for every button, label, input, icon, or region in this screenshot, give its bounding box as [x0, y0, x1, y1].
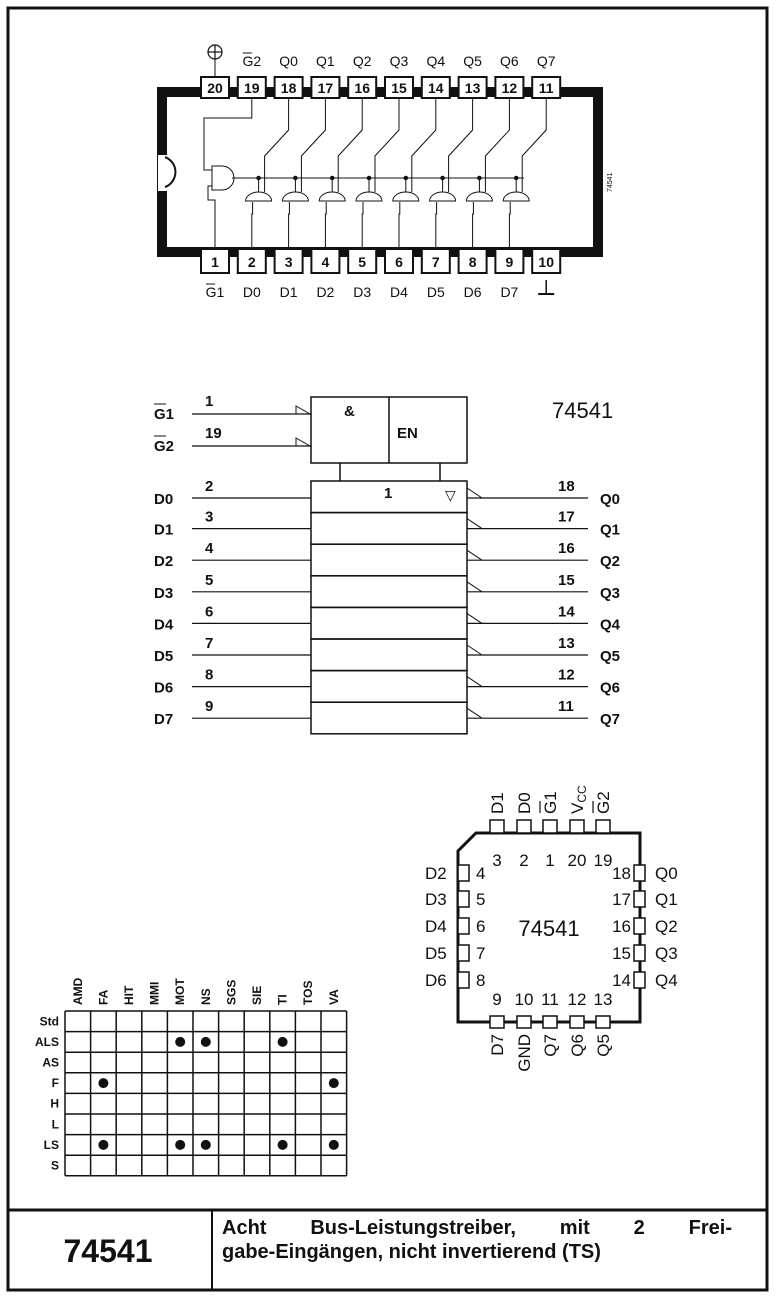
tristate-symbol: ▽: [445, 487, 456, 503]
plcc-pin-label: D1: [488, 792, 507, 814]
plcc-pin-box: [596, 820, 610, 833]
dip-buffer: [319, 192, 345, 201]
input-pin: 4: [205, 540, 214, 558]
manufacturer-label: VA: [326, 989, 341, 1005]
dip-pin-label: Q4: [426, 53, 446, 69]
input-name: D6: [154, 679, 174, 697]
input-pin: 7: [205, 635, 214, 652]
input-pin: 9: [205, 698, 214, 716]
enable-wire-1: [208, 186, 215, 249]
dip-buffer: [393, 192, 419, 201]
plcc-pin-box: [634, 918, 645, 934]
plcc-pin-label: Q0: [655, 864, 678, 883]
dip-side-code: 74541: [607, 172, 614, 192]
dip-pin-label: D6: [463, 284, 482, 300]
input-pin: 3: [205, 508, 214, 526]
output-name: Q0: [600, 491, 621, 508]
page-frame: [8, 8, 767, 1290]
dip-pin-number: 3: [284, 254, 293, 270]
enable-pin: 19: [205, 425, 222, 442]
plcc-pin-box: [458, 918, 469, 934]
and-label: &: [344, 403, 355, 420]
bus-node: [330, 176, 334, 180]
manufacturer-label: NS: [198, 988, 213, 1005]
plcc-pin-number: 10: [514, 990, 534, 1009]
dip-pin-label: G2: [242, 53, 262, 69]
manufacturer-label: TOS: [301, 980, 316, 1005]
dip-buffer: [246, 192, 272, 201]
plcc-pin-box: [634, 865, 645, 881]
manufacturer-label: SIE: [250, 985, 264, 1005]
negation-wedge: [296, 438, 310, 446]
plcc-pin-label: Q2: [655, 917, 678, 936]
en-label: EN: [397, 425, 418, 442]
dip-pin-number: 11: [538, 80, 554, 96]
plcc-pin-box: [570, 820, 584, 833]
plcc-pin-box: [543, 820, 557, 833]
family-label: LS: [43, 1137, 59, 1152]
manufacturer-label: AMD: [70, 977, 85, 1005]
dip-buffer: [356, 192, 382, 201]
output-wedge: [467, 708, 482, 718]
negation-wedge: [296, 406, 310, 414]
output-name: Q6: [600, 679, 621, 697]
dip-pin-number: 18: [280, 80, 297, 96]
dip-pin-label: D7: [500, 284, 519, 300]
manufacturer-label: MMI: [147, 981, 162, 1005]
enable-wire-2: [204, 98, 252, 170]
plcc-pin-number: 13: [593, 990, 613, 1009]
dip-pinout: [158, 45, 614, 300]
plcc-pin-label: Q5: [594, 1034, 613, 1057]
plcc-center-label: 74541: [518, 916, 580, 941]
input-name: D1: [154, 521, 174, 539]
input-wire: [289, 202, 290, 249]
bus-node: [514, 176, 518, 180]
dip-pin-label: D2: [316, 284, 335, 300]
input-name: D5: [154, 648, 174, 665]
plcc-pin-box: [458, 891, 469, 907]
availability-dot: [329, 1078, 339, 1088]
vcc-subscript: CC: [575, 785, 589, 803]
description-line-1: Acht Bus-Leistungstreiber, mit 2 Frei-: [222, 1217, 732, 1239]
manufacturer-label: FA: [96, 989, 111, 1005]
buffer-row-box: [311, 639, 467, 671]
plcc-pin-box: [458, 972, 469, 988]
plcc-pin-label: VCC: [568, 785, 589, 814]
dip-pin-label: D4: [390, 284, 408, 300]
plcc-pin-number: 6: [476, 917, 486, 936]
output-pin: 11: [558, 698, 574, 716]
dip-buffer: [466, 192, 492, 201]
dip-pin-number: 19: [244, 80, 260, 96]
family-label: ALS: [35, 1034, 59, 1049]
dip-pin-label: Q5: [463, 53, 482, 69]
input-pin: 5: [205, 571, 214, 589]
plcc-pin-box: [517, 820, 531, 833]
output-name: Q2: [600, 553, 621, 571]
manufacturer-label: MOT: [173, 978, 188, 1005]
plcc-pin-box: [596, 1016, 610, 1028]
bus-node: [367, 176, 371, 180]
input-wire: [399, 202, 400, 249]
dip-pin-number: 20: [207, 80, 223, 96]
dip-pin-number: 15: [391, 80, 407, 96]
plcc-pin-number: 15: [612, 944, 631, 963]
input-name: D0: [154, 491, 174, 508]
plcc-pin-box: [490, 820, 504, 833]
output-name: Q7: [600, 711, 621, 729]
input-name: D3: [154, 584, 174, 602]
part-description: [222, 1216, 732, 1264]
plcc-pin-label: G1: [541, 791, 560, 814]
dip-pin-number: 2: [247, 254, 256, 270]
plcc-pin-label: D5: [425, 944, 447, 963]
dip-pin-number: 17: [317, 80, 334, 96]
availability-dot: [278, 1140, 288, 1150]
plcc-pin-number: 4: [476, 864, 486, 883]
plcc-pin-label: GND: [515, 1034, 534, 1072]
plcc-pin-number: 8: [476, 971, 486, 990]
plcc-pin-number: 14: [612, 971, 631, 990]
availability-dot: [201, 1037, 211, 1047]
family-label: F: [51, 1076, 59, 1091]
output-wedge: [467, 613, 482, 623]
plcc-pin-number: 12: [567, 990, 587, 1009]
dip-pin-label: Q2: [352, 53, 372, 69]
plcc-pin-number: 18: [612, 864, 631, 883]
input-pin: 8: [205, 666, 214, 684]
manufacturer-label: SGS: [224, 979, 239, 1005]
dip-pin-number: 6: [395, 254, 403, 270]
availability-dot: [175, 1037, 185, 1047]
plcc-pin-number: 17: [612, 890, 631, 909]
input-wire: [509, 202, 510, 249]
dip-pin-number: 7: [431, 254, 440, 270]
output-wedge: [467, 488, 482, 498]
dip-pin-number: 12: [501, 80, 518, 96]
output-name: Q5: [600, 648, 621, 665]
dip-pin-number: 1: [211, 254, 219, 270]
plcc-pin-label: D6: [425, 971, 447, 990]
plcc-pin-label: D4: [425, 917, 447, 936]
input-pin: 6: [205, 603, 214, 621]
plcc-pin-number: 1: [545, 851, 555, 870]
dip-pin-label: D0: [242, 284, 261, 300]
buffer-label: 1: [384, 485, 393, 502]
plcc-pin-label: Q1: [655, 890, 678, 909]
availability-dot: [329, 1140, 339, 1150]
output-wedge: [467, 519, 482, 529]
input-wire: [362, 202, 363, 249]
plcc-pin-number: 19: [593, 851, 613, 870]
plcc-pin-number: 5: [476, 890, 486, 909]
dip-pin-number: 8: [468, 254, 477, 270]
dip-pin-label: D1: [279, 284, 298, 300]
plcc-pin-label: D3: [425, 890, 447, 909]
dip-pin-number: 5: [358, 254, 367, 270]
enable-name: G2: [154, 438, 175, 455]
bus-node: [294, 176, 298, 180]
output-wedge: [467, 645, 482, 655]
dip-pin-number: 13: [464, 80, 481, 96]
input-wire: [436, 202, 437, 249]
availability-dot: [98, 1140, 108, 1150]
manufacturer-label: HIT: [122, 985, 136, 1005]
dip-body: [162, 92, 598, 252]
plcc-pinout: [425, 785, 678, 1072]
availability-matrix: [35, 977, 347, 1175]
input-wire: [325, 202, 326, 249]
plcc-pin-number: 7: [476, 944, 486, 963]
dip-buffer: [430, 192, 456, 201]
bus-node: [257, 176, 261, 180]
dip-pin-number: 14: [428, 80, 444, 96]
enable-name: G1: [154, 406, 175, 423]
plcc-pin-box: [517, 1016, 531, 1028]
input-name: D2: [154, 553, 174, 571]
plcc-pin-number: 20: [567, 851, 587, 870]
buffer-row-box: [311, 702, 467, 734]
input-wire: [252, 202, 253, 249]
availability-dot: [98, 1078, 108, 1088]
output-name: Q4: [600, 616, 621, 634]
dip-pin-number: 16: [354, 80, 370, 96]
output-pin: 15: [558, 571, 575, 589]
plcc-pin-box: [458, 945, 469, 961]
enable-inputs: [154, 393, 311, 455]
dip-pin-number: 10: [538, 254, 554, 270]
availability-dot: [201, 1140, 211, 1150]
enable-pin: 1: [205, 393, 214, 410]
dip-pin-number: 4: [321, 254, 330, 270]
output-wedge: [467, 550, 482, 560]
plcc-pin-box: [634, 972, 645, 988]
dip-internal-wiring: [204, 98, 546, 249]
logic-symbol: [154, 393, 621, 734]
input-wire: [473, 202, 474, 249]
plcc-pin-label: D2: [425, 864, 447, 883]
input-name: D7: [154, 711, 174, 729]
manufacturer-label: TI: [275, 994, 290, 1005]
logic-title: 74541: [552, 398, 614, 423]
dip-pin-label: Q1: [316, 53, 335, 69]
output-pin: 18: [558, 478, 575, 495]
plcc-pin-box: [634, 891, 645, 907]
dip-pin-label: Q3: [389, 53, 409, 69]
output-pin: 16: [558, 540, 575, 558]
output-name: Q3: [600, 584, 621, 602]
output-wedge: [467, 582, 482, 592]
plcc-pin-label: Q4: [655, 971, 678, 990]
input-name: D4: [154, 616, 174, 634]
output-pin: 12: [558, 666, 575, 684]
family-label: S: [50, 1158, 59, 1173]
buffer-row-box: [311, 671, 467, 703]
buffer-rows: [154, 478, 621, 734]
family-label: Std: [39, 1014, 59, 1029]
buffer-row-box: [311, 576, 467, 608]
buffer-row-box: [311, 513, 467, 545]
dip-buffer: [282, 192, 308, 201]
dip-pin-label: D3: [353, 284, 372, 300]
bus-node: [404, 176, 408, 180]
availability-dot: [278, 1037, 288, 1047]
bus-node: [478, 176, 482, 180]
dip-buffer: [503, 192, 529, 201]
output-pin: 13: [558, 635, 575, 652]
output-name: Q1: [600, 521, 621, 539]
plcc-pin-number: 16: [612, 917, 631, 936]
plcc-pin-number: 9: [492, 990, 502, 1009]
family-label: AS: [42, 1055, 59, 1070]
input-pin: 2: [205, 478, 214, 495]
output-pin: 17: [558, 508, 575, 526]
plcc-pin-box: [490, 1016, 504, 1028]
plcc-pin-label: D0: [515, 792, 534, 814]
buffer-row-box: [311, 607, 467, 639]
output-wedge: [467, 677, 482, 687]
buffer-row-box: [311, 544, 467, 576]
availability-dot: [175, 1140, 185, 1150]
dip-and-gate: [212, 166, 234, 190]
plcc-pin-box: [543, 1016, 557, 1028]
plcc-pin-box: [634, 945, 645, 961]
dip-pin-label: Q6: [500, 53, 519, 69]
plcc-pin-number: 2: [519, 851, 529, 870]
dip-pin-label: Q0: [279, 53, 298, 69]
bus-node: [441, 176, 445, 180]
plcc-pin-number: 11: [541, 990, 559, 1009]
dip-pin-number: 9: [505, 254, 514, 270]
family-label: L: [51, 1117, 59, 1132]
plcc-pin-label: D7: [488, 1034, 507, 1056]
output-pin: 14: [558, 603, 575, 621]
output-wire: [522, 98, 546, 192]
dip-pin-label: Q7: [536, 53, 556, 69]
part-number: 74541: [63, 1232, 153, 1269]
family-label: H: [50, 1096, 59, 1111]
plcc-pin-label: Q7: [541, 1034, 560, 1057]
plcc-pin-number: 3: [492, 851, 502, 870]
plcc-pin-box: [570, 1016, 584, 1028]
plcc-pin-label: Q6: [568, 1034, 587, 1057]
description-line-2: gabe-Eingängen, nicht invertierend (TS): [222, 1241, 601, 1263]
plcc-pin-box: [458, 865, 469, 881]
plcc-pin-label: G2: [594, 791, 613, 814]
plcc-pin-label: Q3: [655, 944, 678, 963]
dip-pin-label: D5: [426, 284, 445, 300]
dip-pin-label: G1: [205, 284, 225, 300]
